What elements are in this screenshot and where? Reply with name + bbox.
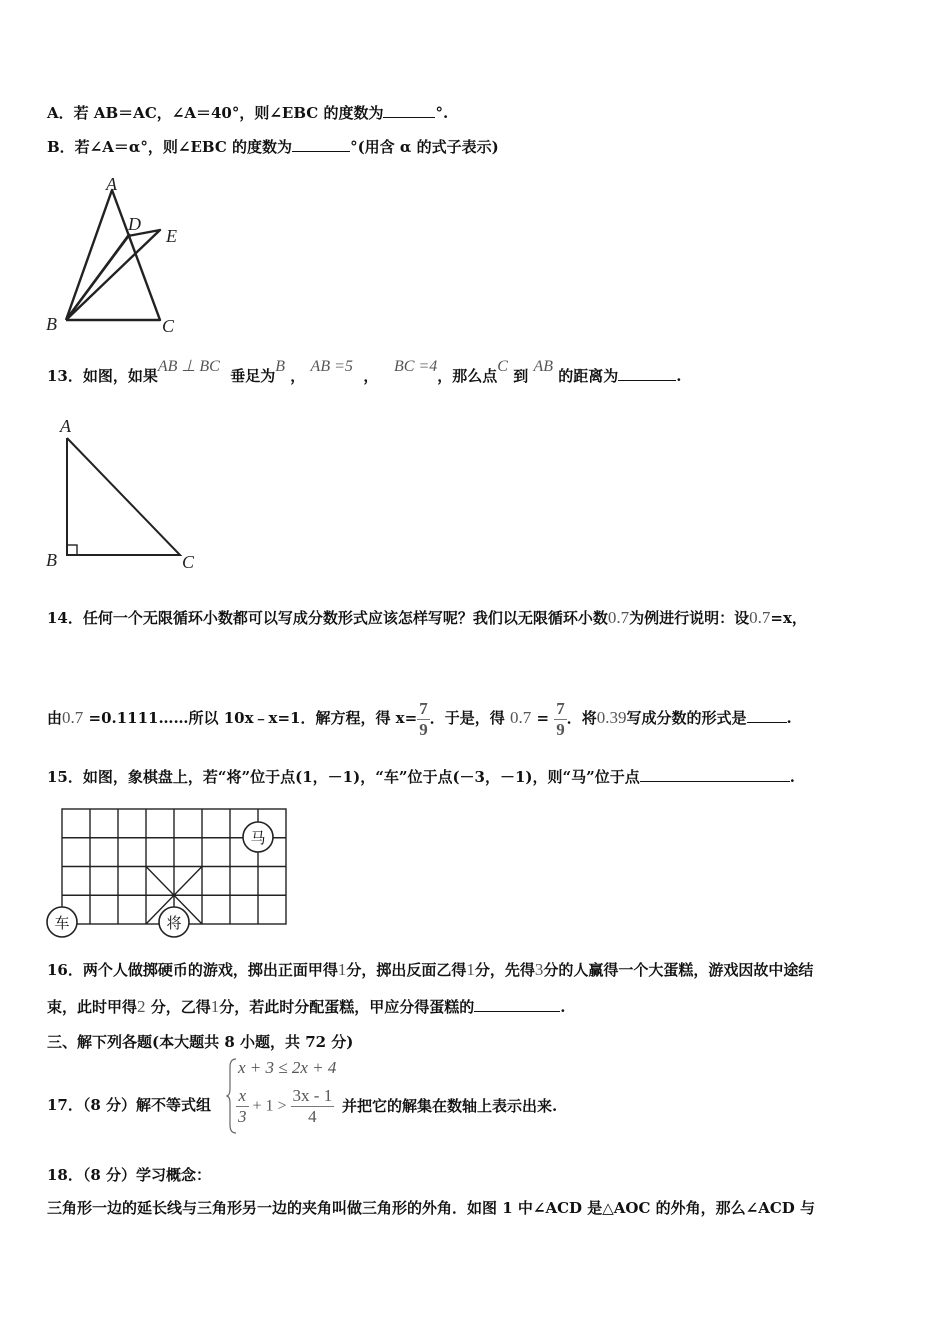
- q14-answer-blank[interactable]: [747, 708, 787, 723]
- q12-label-d: D: [128, 214, 141, 234]
- q16-text-8: .: [560, 998, 566, 1016]
- q14-text-3: =x，: [770, 609, 807, 627]
- q17-frac-1: [236, 1086, 249, 1127]
- q12-b-suffix: °(用含 α 的式子表示): [350, 138, 499, 156]
- q16-text-3: 分，先得: [474, 961, 535, 979]
- q17-number: 17．（8 分）解不等式组: [47, 1096, 212, 1114]
- q14-text-4: 由: [47, 709, 63, 727]
- q17-inequality-2: [236, 1086, 334, 1127]
- piece-ma: [243, 822, 273, 852]
- q13-number: 13．如图，如果: [47, 367, 158, 385]
- q16-line-2: [47, 997, 566, 1017]
- q12-a-answer-blank[interactable]: [383, 103, 435, 118]
- q13-math-c: C: [497, 358, 508, 375]
- q12-label-c: C: [162, 316, 175, 336]
- q14-frac-num: 7: [419, 698, 428, 718]
- q13-label-a: A: [60, 416, 71, 436]
- q17-frac-2-den: 4: [308, 1107, 317, 1126]
- q13-text-7: .: [676, 367, 682, 385]
- q14-text-9: 写成分数的形式是: [626, 709, 747, 727]
- piece-che: [47, 907, 77, 937]
- q16-text-7: 分，若此时分配蛋糕，甲应分得蛋糕的: [219, 998, 475, 1016]
- q14-line-1: [47, 608, 807, 628]
- q18-title: 18．（8 分）学习概念：: [47, 1166, 212, 1184]
- q16-text-4: 分的人赢得一个大蛋糕，游戏因故中途结: [543, 961, 814, 979]
- q12-label-a: A: [106, 174, 117, 194]
- q14-text-5: =0.1111……所以 10x﹣x=1．解方程，得 x=: [88, 709, 418, 727]
- q13-math-bc: BC =4: [394, 358, 438, 375]
- q14-fraction-result: [554, 699, 567, 740]
- q13-math-perp: AB ⊥ BC: [157, 358, 220, 375]
- q17-mid: + 1 >: [252, 1097, 287, 1115]
- q14-text-8: ．将: [566, 709, 597, 727]
- q12-triangle-figure: [40, 170, 200, 340]
- q17-inequality-1: x + 3 ≤ 2x + 4: [238, 1058, 337, 1077]
- q16-num-2: 1: [466, 960, 475, 979]
- q14-line-2: [47, 692, 792, 744]
- q15-end: .: [789, 768, 796, 786]
- q14-text-6: ．于是，得: [429, 709, 505, 727]
- q13-answer-blank[interactable]: [618, 366, 676, 381]
- q13-text-5: 到: [513, 367, 529, 385]
- q13-text-1: 垂足为: [230, 367, 276, 385]
- q14-frac2-num: 7: [556, 698, 565, 718]
- section-3-title: 三、解下列各题(本大题共 8 小题，共 72 分): [47, 1033, 354, 1051]
- q13-math-ab2: AB: [533, 358, 553, 375]
- q13-math-b: B: [275, 358, 286, 375]
- q15-text: 15．如图，象棋盘上，若“将”位于点(1，－1)，“车”位于点(－3，－1)，则“马”位于点: [47, 768, 640, 786]
- q12-a-suffix: °.: [435, 104, 449, 122]
- piece-ma-label: 马: [250, 829, 266, 847]
- q16-text-1: 16．两个人做掷硬币的游戏，掷出正面甲得: [47, 961, 338, 979]
- q13-label-c: C: [182, 552, 195, 572]
- q14-decimal-5: 0.39: [596, 708, 627, 727]
- q13-label-b: B: [46, 550, 57, 570]
- q14-decimal-1: 0.7: [607, 608, 630, 627]
- q12-label-e: E: [166, 226, 177, 246]
- q13-text-2: ，: [290, 367, 306, 385]
- q12-line-bd: [66, 234, 130, 320]
- q13-math-ab: AB =5: [310, 358, 353, 375]
- q13-right-triangle-figure: [40, 410, 210, 580]
- q14-decimal-2: 0.7: [749, 608, 771, 627]
- q14-text-1: 14．任何一个无限循环小数都可以写成分数形式应该怎样写呢？我们以无限循环小数: [47, 609, 608, 627]
- q12-b-text: B．若∠A＝α°，则∠EBC 的度数为: [47, 138, 293, 156]
- q16-text-2: 分，掷出反面乙得: [346, 961, 467, 979]
- q15-chess-board: [44, 806, 294, 941]
- q13-triangle-abc: [67, 438, 180, 555]
- q12-a-text: A．若 AB＝AC，∠A＝40°，则∠EBC 的度数为: [47, 104, 384, 122]
- q17-tail: 并把它的解集在数轴上表示出来.: [342, 1097, 558, 1115]
- q13-line: [47, 358, 682, 387]
- q14-decimal-4: 0.7: [509, 708, 532, 727]
- q12-b-answer-blank[interactable]: [292, 137, 350, 152]
- q17-frac-1-num: x: [236, 1086, 249, 1107]
- q16-text-5: 束，此时甲得: [47, 998, 138, 1016]
- q15-line: [47, 767, 795, 787]
- q16-line-1: [47, 960, 813, 980]
- piece-jiang: [159, 907, 189, 937]
- q13-right-angle-mark: [67, 545, 77, 555]
- q14-frac-den: 9: [419, 719, 428, 739]
- piece-che-label: 车: [54, 914, 70, 932]
- q17-frac-2-num: 3x - 1: [292, 1086, 333, 1105]
- q12-option-a: [47, 103, 448, 123]
- q18-line: 三角形一边的延长线与三角形另一边的夹角叫做三角形的外角．如图 1 中∠ACD 是△AOC 的外角，那么∠ACD 与: [47, 1199, 816, 1217]
- q17-frac-2: [291, 1086, 335, 1127]
- q14-text-2: 为例进行说明：设: [629, 609, 750, 627]
- q15-answer-blank[interactable]: [640, 767, 790, 782]
- q14-frac2-den: 9: [556, 719, 565, 739]
- piece-jiang-label: 将: [166, 914, 182, 932]
- q14-decimal-3: 0.7: [62, 708, 84, 727]
- q14-text-10: .: [786, 709, 792, 727]
- q12-triangle-bde: [66, 230, 160, 320]
- q14-fraction-x: [417, 699, 430, 740]
- q16-num-3: 3: [534, 960, 544, 979]
- q12-label-b: B: [46, 314, 57, 334]
- q13-text-4: ，那么点: [437, 367, 498, 385]
- q16-text-6: 分，乙得: [150, 998, 211, 1016]
- q16-answer-blank[interactable]: [474, 997, 560, 1012]
- q14-text-7: =: [536, 709, 550, 727]
- q12-option-b: [47, 137, 499, 157]
- q16-num-4: 2: [137, 997, 146, 1016]
- q13-text-6: 的距离为: [558, 367, 619, 385]
- q16-num-5: 1: [210, 997, 220, 1016]
- q17-frac-1-den: 3: [238, 1107, 247, 1126]
- q16-num-1: 1: [337, 960, 347, 979]
- q13-text-3: ，: [363, 367, 379, 385]
